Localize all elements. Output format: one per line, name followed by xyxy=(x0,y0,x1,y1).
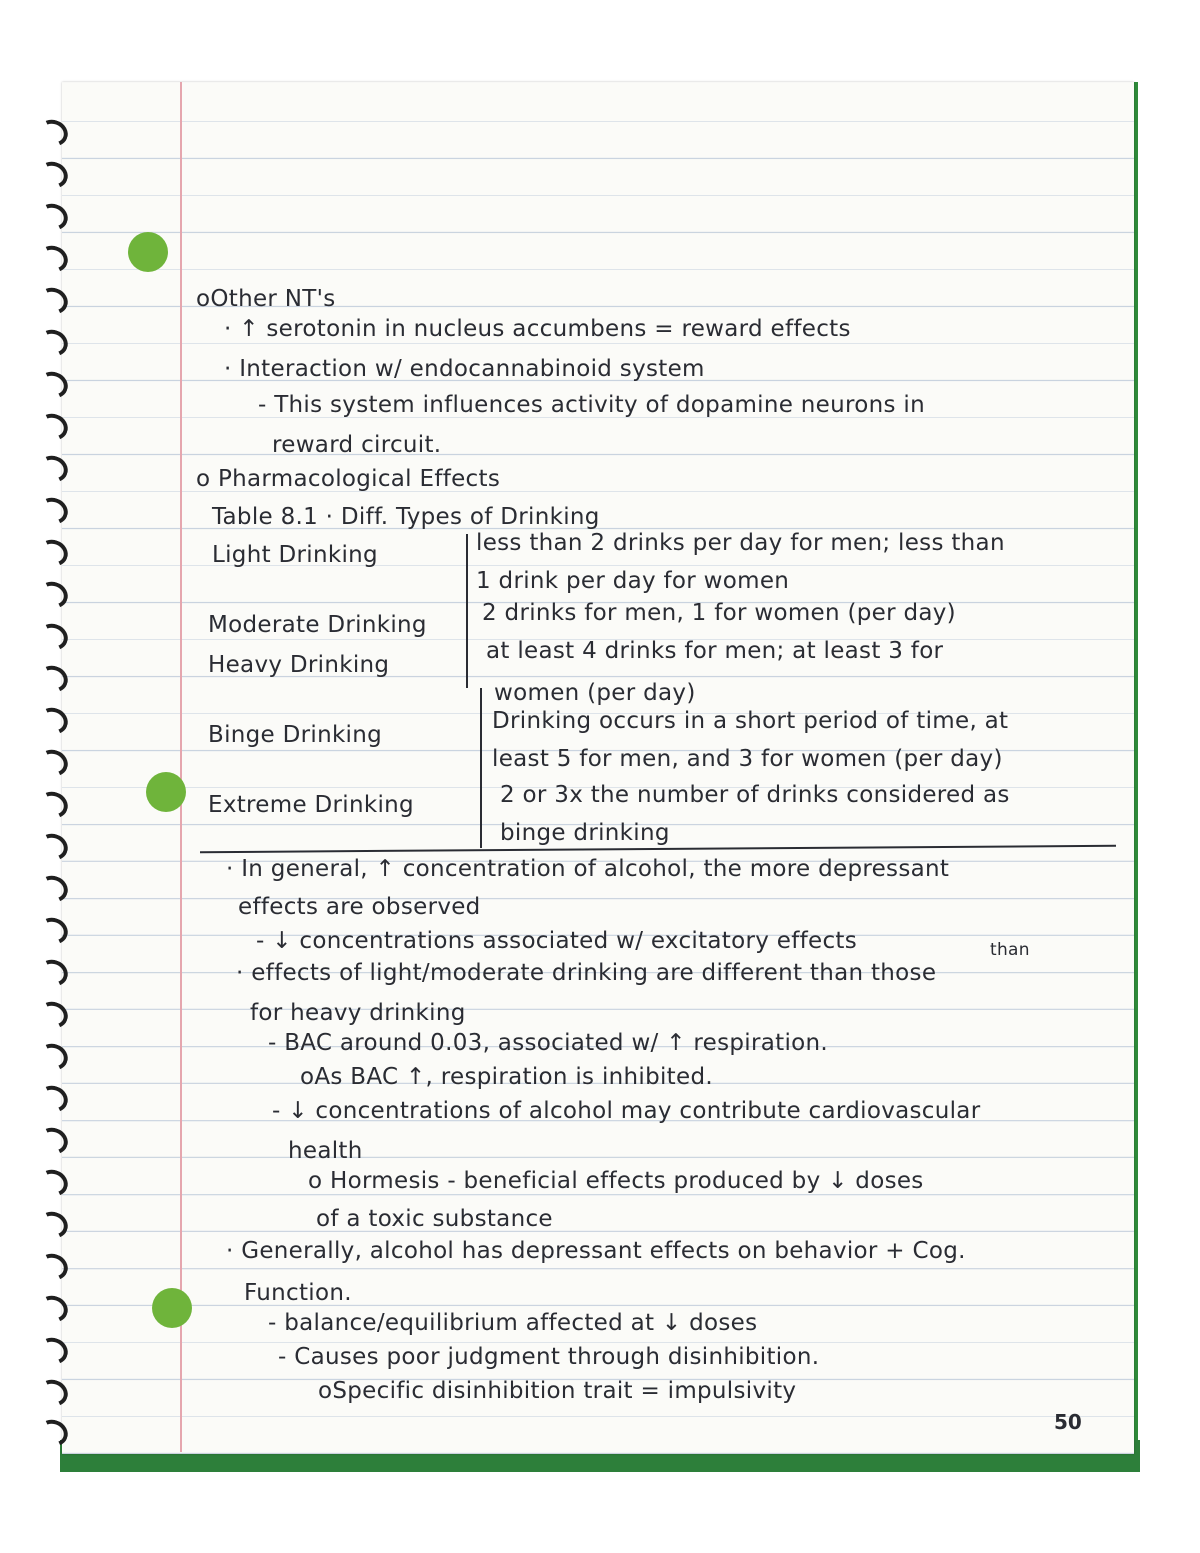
spiral-ring xyxy=(34,116,71,151)
margin-line xyxy=(180,82,182,1452)
spiral-ring xyxy=(34,704,71,739)
spiral-ring xyxy=(34,620,71,655)
spiral-ring xyxy=(34,410,71,445)
note-line: · In general, ↑ concentration of alcohol, the more depressant xyxy=(226,856,950,882)
punch-hole xyxy=(146,772,186,812)
note-line: - Causes poor judgment through disinhibition. xyxy=(278,1344,820,1370)
spiral-ring xyxy=(34,1334,71,1369)
spiral-ring xyxy=(34,284,71,319)
spiral-ring xyxy=(34,872,71,907)
spiral-ring xyxy=(34,1250,71,1285)
table-type-cell: Moderate Drinking xyxy=(208,612,427,638)
spiral-ring xyxy=(34,494,71,529)
note-line: · ↑ serotonin in nucleus accumbens = reward effects xyxy=(224,316,851,342)
spiral-ring xyxy=(34,746,71,781)
spiral-ring xyxy=(34,1416,71,1451)
table-desc-cell: 2 drinks for men, 1 for women (per day) xyxy=(482,600,956,626)
spiral-ring xyxy=(34,830,71,865)
note-line: Function. xyxy=(244,1280,352,1306)
table-desc-cell: at least 4 drinks for men; at least 3 for xyxy=(486,638,944,664)
spiral-ring xyxy=(34,1376,71,1411)
spiral-ring xyxy=(34,914,71,949)
note-line: o Hormesis - beneficial effects produced by ↓ doses xyxy=(308,1168,924,1194)
spiral-ring xyxy=(34,326,71,361)
note-line: - ↓ concentrations associated w/ excitatory effects xyxy=(256,928,858,954)
note-line: - balance/equilibrium affected at ↓ doses xyxy=(268,1310,758,1336)
table-type-cell: Light Drinking xyxy=(212,542,378,568)
spiral-ring xyxy=(34,998,71,1033)
table-desc-cell: binge drinking xyxy=(500,820,670,846)
spiral-ring xyxy=(34,242,71,277)
note-line: effects are observed xyxy=(238,894,481,920)
note-line: - ↓ concentrations of alcohol may contribute cardiovascular xyxy=(272,1098,981,1124)
note-line: · Generally, alcohol has depressant effects on behavior + Cog. xyxy=(226,1238,966,1264)
table-desc-cell: least 5 for men, and 3 for women (per day) xyxy=(492,746,1003,772)
spiral-ring xyxy=(34,536,71,571)
table-divider xyxy=(466,534,468,688)
table-desc-cell: 2 or 3x the number of drinks considered as xyxy=(500,782,1010,808)
spiral-ring xyxy=(34,200,71,235)
note-line: reward circuit. xyxy=(272,432,442,458)
table-type-cell: Extreme Drinking xyxy=(208,792,414,818)
section-heading-other-nt: oOther NT's xyxy=(196,286,336,312)
spiral-ring xyxy=(34,1082,71,1117)
spiral-ring xyxy=(34,368,71,403)
spiral-ring xyxy=(34,578,71,613)
spiral-ring xyxy=(34,1040,71,1075)
table-type-cell: Heavy Drinking xyxy=(208,652,390,678)
note-line: oSpecific disinhibition trait = impulsivity xyxy=(318,1378,797,1404)
insertion-mark: than xyxy=(990,940,1030,960)
table-desc-cell: Drinking occurs in a short period of time, at xyxy=(492,708,1009,734)
table-desc-cell: women (per day) xyxy=(494,680,696,706)
spiral-ring xyxy=(34,788,71,823)
table-desc-cell: 1 drink per day for women xyxy=(476,568,790,594)
note-line: - This system influences activity of dopamine neurons in xyxy=(258,392,925,418)
spiral-ring xyxy=(34,1292,71,1327)
note-line: of a toxic substance xyxy=(316,1206,553,1232)
spiral-ring xyxy=(34,1124,71,1159)
note-line: · effects of light/moderate drinking are different than those xyxy=(236,960,937,986)
note-line: - BAC around 0.03, associated w/ ↑ respiration. xyxy=(268,1030,828,1056)
note-line: oAs BAC ↑, respiration is inhibited. xyxy=(300,1064,713,1090)
table-divider xyxy=(480,688,482,848)
spiral-ring xyxy=(34,1166,71,1201)
table-desc-cell: less than 2 drinks per day for men; less than xyxy=(476,530,1005,556)
punch-hole xyxy=(128,232,168,272)
section-heading-pharmacological: o Pharmacological Effects xyxy=(196,466,501,492)
table-title: Table 8.1 · Diff. Types of Drinking xyxy=(212,504,600,530)
spiral-ring xyxy=(34,662,71,697)
note-line: for heavy drinking xyxy=(250,1000,466,1026)
punch-hole xyxy=(152,1288,192,1328)
spiral-ring xyxy=(34,1208,71,1243)
spiral-ring xyxy=(34,956,71,991)
table-type-cell: Binge Drinking xyxy=(208,722,383,748)
note-line: · Interaction w/ endocannabinoid system xyxy=(224,356,705,382)
spiral-ring xyxy=(34,452,71,487)
page-number: 50 xyxy=(1054,1410,1082,1434)
spiral-ring xyxy=(34,158,71,193)
note-line: health xyxy=(288,1138,363,1164)
spiral-binding xyxy=(20,120,80,1460)
